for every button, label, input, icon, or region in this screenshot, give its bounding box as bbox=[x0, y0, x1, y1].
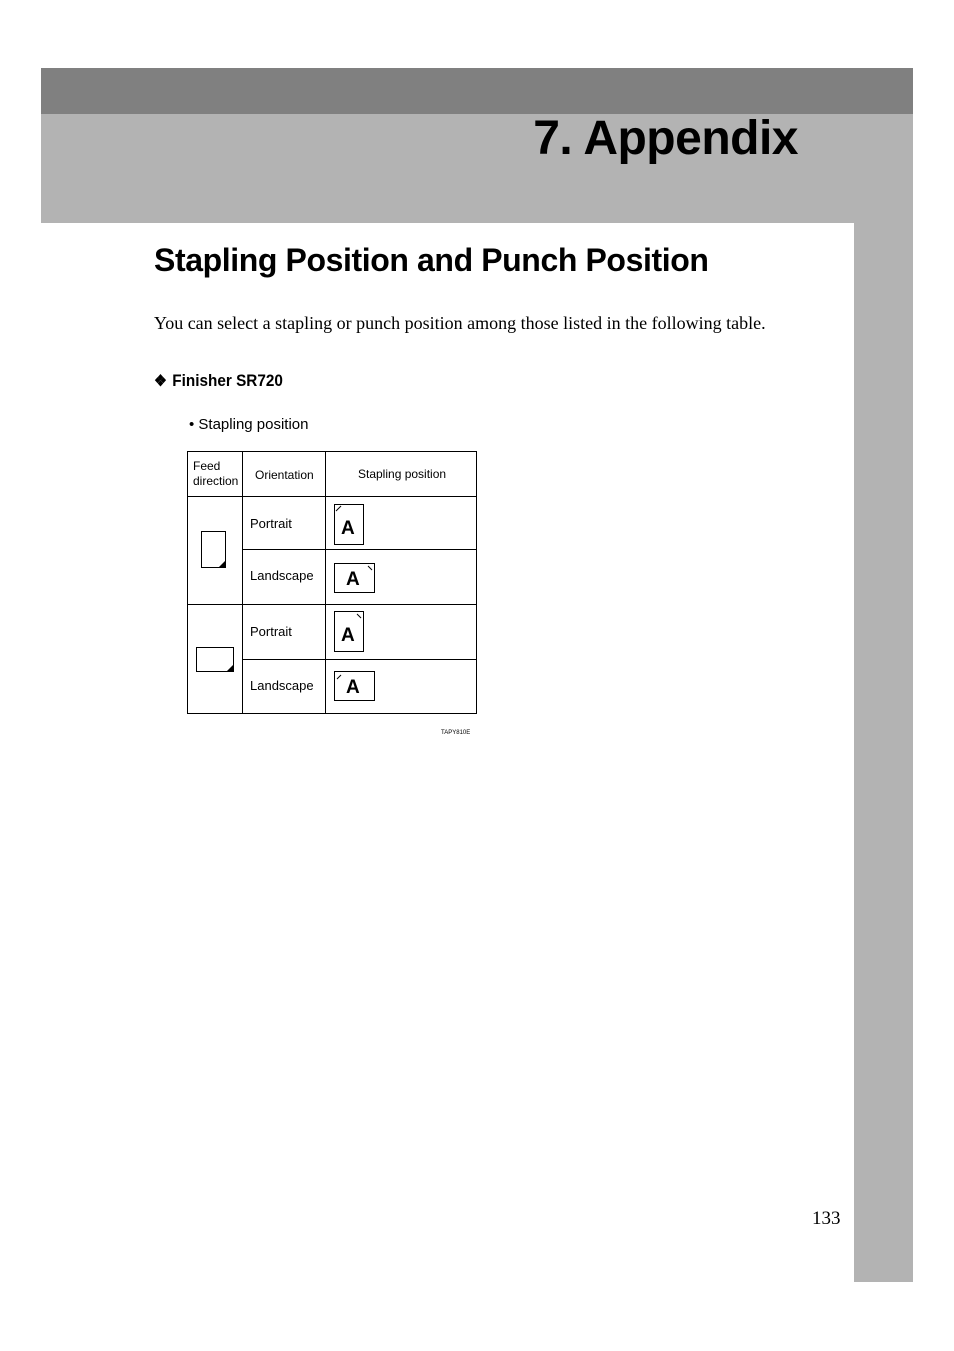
header-orientation: Orientation bbox=[255, 468, 314, 482]
header-stapling-position: Stapling position bbox=[358, 467, 447, 481]
header-feed-line1: Feed bbox=[193, 459, 221, 473]
diamond-bullet-icon: ❖ bbox=[154, 373, 167, 390]
row-2-orientation: Landscape bbox=[250, 568, 314, 583]
row-1-orientation: Portrait bbox=[250, 516, 292, 531]
feed-landscape-icon bbox=[197, 648, 234, 672]
sample-letter: A bbox=[341, 625, 355, 646]
page-number: 133 bbox=[812, 1208, 841, 1229]
intro-paragraph: You can select a stapling or punch position among those listed in the following table. bbox=[154, 313, 766, 333]
section-title: Stapling Position and Punch Position bbox=[154, 242, 709, 278]
figure-code: TAPY810E bbox=[441, 730, 471, 736]
sample-letter: A bbox=[346, 677, 360, 698]
header-feed-line2: direction bbox=[193, 474, 239, 488]
staple-sample-landscape-top-left bbox=[335, 672, 375, 701]
staple-sample-portrait-top-left bbox=[335, 505, 364, 545]
feed-portrait-icon bbox=[202, 532, 226, 568]
sample-letter: A bbox=[346, 569, 360, 590]
subsection-title: Finisher SR720 bbox=[172, 371, 283, 390]
figure-caption: • Stapling position bbox=[189, 416, 309, 433]
staple-sample-portrait-top-right bbox=[335, 612, 364, 652]
row-3-orientation: Portrait bbox=[250, 624, 292, 639]
sample-letter: A bbox=[341, 518, 355, 539]
staple-sample-landscape-top-right bbox=[335, 564, 375, 593]
chapter-title: 7. Appendix bbox=[533, 112, 798, 165]
table-grid bbox=[188, 452, 477, 714]
row-4-orientation: Landscape bbox=[250, 678, 314, 693]
